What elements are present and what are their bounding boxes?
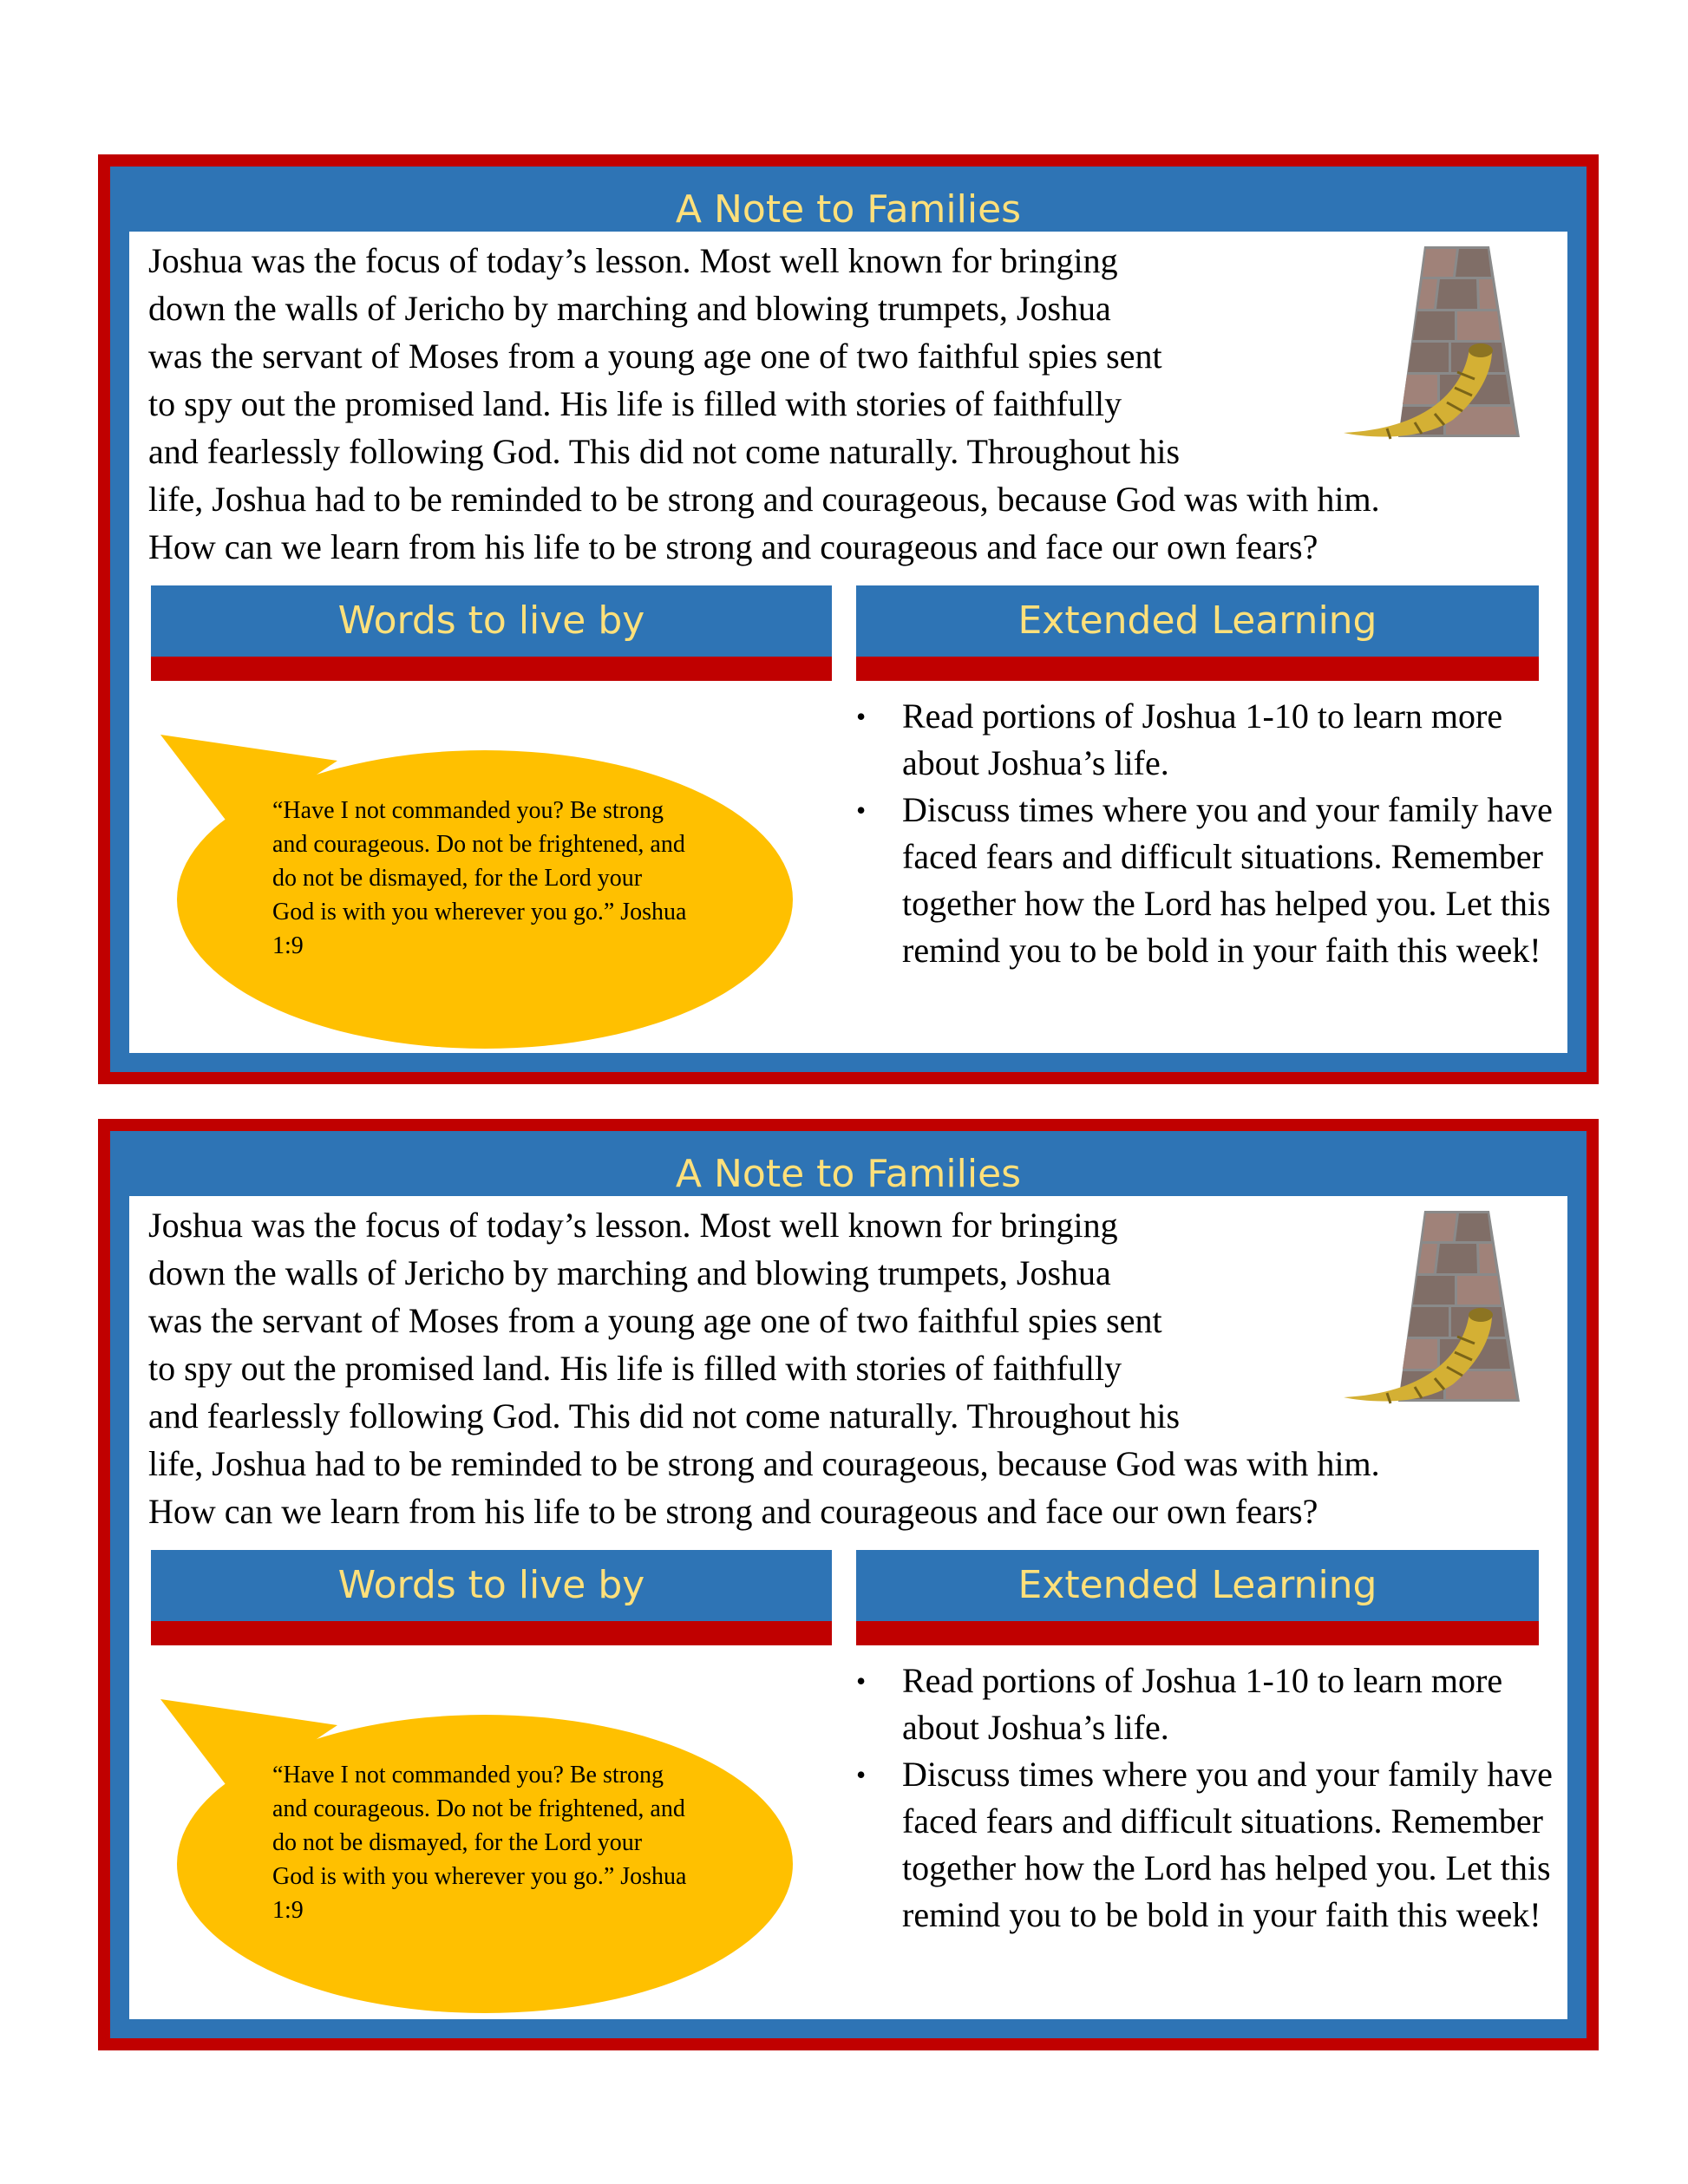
extended-learning-header xyxy=(856,1550,1539,1647)
list-item xyxy=(856,787,1567,974)
intro-line: was the servant of Moses from a young age one of two faithful spies sent xyxy=(148,337,1162,376)
intro-line: Joshua was the focus of today’s lesson. Most well known for bringing xyxy=(148,1206,1118,1245)
card-body xyxy=(129,1196,1567,2019)
intro-line: was the servant of Moses from a young age one of two faithful spies sent xyxy=(148,1301,1162,1340)
wall-and-horn-icon xyxy=(1333,242,1541,450)
section-title: Extended Learning xyxy=(856,1550,1539,1621)
family-note-card xyxy=(98,1119,1599,2050)
wall-and-horn-icon xyxy=(1333,1206,1541,1415)
list-item xyxy=(856,1751,1567,1939)
intro-line: Joshua was the focus of today’s lesson. Most well known for bringing xyxy=(148,241,1118,280)
list-item xyxy=(856,1658,1567,1751)
intro-line: and fearlessly following God. This did not come naturally. Throughout his xyxy=(148,1396,1181,1435)
family-note-card xyxy=(98,154,1599,1084)
section-title: Extended Learning xyxy=(856,585,1539,657)
header-underline xyxy=(151,1621,832,1645)
bible-verse: “Have I not commanded you? Be strong and courageous. Do not be frightened, and do not be dismayed, for the Lord your God is with you wherever you go.” Joshua 1:9 xyxy=(272,1762,687,1924)
bible-verse: “Have I not commanded you? Be strong and courageous. Do not be frightened, and do not be dismayed, for the Lord your God is with you wherever you go.” Joshua 1:9 xyxy=(272,797,687,959)
bullet-icon: • xyxy=(856,794,867,826)
card-body xyxy=(129,232,1567,1053)
intro-line: down the walls of Jericho by marching and blowing trumpets, Joshua xyxy=(148,289,1111,328)
card-frame xyxy=(110,167,1587,1072)
intro-line: down the walls of Jericho by marching and blowing trumpets, Joshua xyxy=(148,1253,1111,1292)
card-title: A Note to Families xyxy=(675,1152,1022,1196)
extended-learning-list xyxy=(856,1658,1567,1939)
intro-paragraph xyxy=(148,1201,1536,1535)
list-item-text: Discuss times where you and your family have faced fears and difficult situations. Remember together how the Lord has helped you. Let this remind you to be bold in your faith this week! xyxy=(902,790,1553,970)
intro-line: to spy out the promised land. His life is filled with stories of faithfully xyxy=(148,1349,1122,1388)
bullet-icon: • xyxy=(856,1665,867,1697)
extended-learning-header xyxy=(856,585,1539,683)
list-item xyxy=(856,693,1567,787)
intro-line: to spy out the promised land. His life is filled with stories of faithfully xyxy=(148,384,1122,423)
intro-line: life, Joshua had to be reminded to be strong and courageous, because God was with him. xyxy=(148,480,1380,519)
header-underline xyxy=(856,1621,1539,1645)
card-title: A Note to Families xyxy=(675,187,1022,232)
card-frame xyxy=(110,1131,1587,2038)
intro-line: and fearlessly following God. This did not come naturally. Throughout his xyxy=(148,432,1181,471)
intro-line: life, Joshua had to be reminded to be strong and courageous, because God was with him. xyxy=(148,1444,1380,1483)
list-item-text: Discuss times where you and your family have faced fears and difficult situations. Remember together how the Lord has helped you. Let this remind you to be bold in your faith this week! xyxy=(902,1755,1553,1934)
intro-line: How can we learn from his life to be strong and courageous and face our own fears? xyxy=(148,527,1318,566)
intro-paragraph xyxy=(148,237,1536,571)
list-item-text: Read portions of Joshua 1-10 to learn more about Joshua’s life. xyxy=(902,696,1503,782)
list-item-text: Read portions of Joshua 1-10 to learn more about Joshua’s life. xyxy=(902,1661,1503,1747)
section-title: Words to live by xyxy=(151,1550,832,1621)
words-to-live-by-header xyxy=(151,585,832,683)
intro-line: How can we learn from his life to be strong and courageous and face our own fears? xyxy=(148,1492,1318,1531)
bullet-icon: • xyxy=(856,701,867,732)
header-underline xyxy=(151,657,832,681)
header-underline xyxy=(856,657,1539,681)
bullet-icon: • xyxy=(856,1759,867,1790)
words-to-live-by-header xyxy=(151,1550,832,1647)
section-title: Words to live by xyxy=(151,585,832,657)
extended-learning-list xyxy=(856,693,1567,974)
